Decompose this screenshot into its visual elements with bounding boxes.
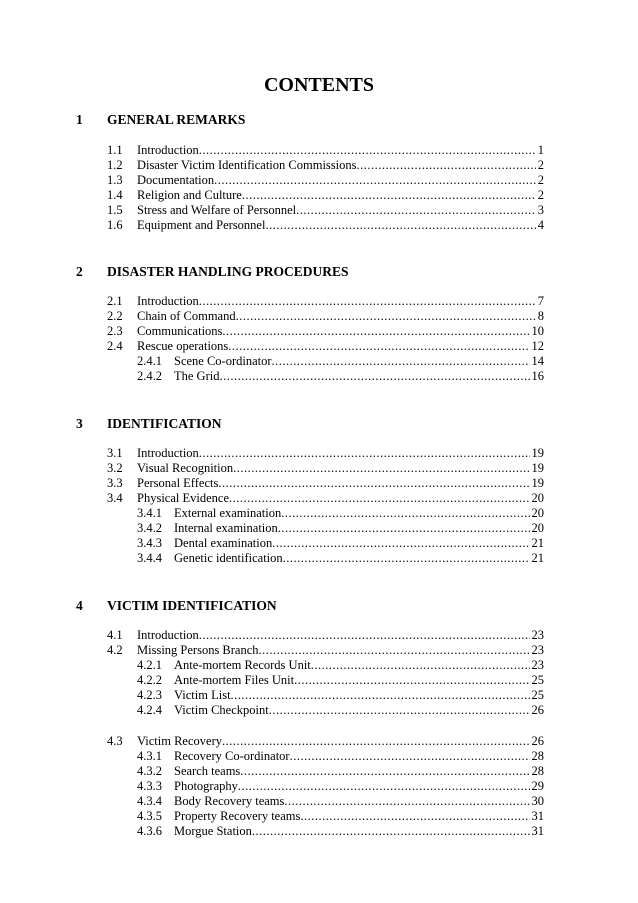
toc-entry-number: 2.4	[107, 339, 123, 353]
toc-entry-number: 3.3	[107, 476, 123, 490]
toc-entry[interactable]	[0, 809, 638, 824]
page-title: CONTENTS	[263, 74, 375, 96]
toc-entry[interactable]	[0, 143, 638, 158]
toc-entry-page: 7	[537, 294, 544, 308]
toc-entry-number: 4.2.1	[137, 658, 162, 672]
toc-entry-page: 20	[531, 491, 544, 505]
toc-entry-label: Personal Effects	[137, 476, 219, 490]
toc-entry[interactable]	[0, 536, 638, 551]
toc-entry-number: 2.2	[107, 309, 123, 323]
toc-entry-number: 4.3.2	[137, 764, 162, 778]
toc-entry-label: Stress and Welfare of Personnel	[137, 203, 297, 217]
toc-entry-label: Ante-mortem Files Unit	[174, 673, 295, 687]
toc-entry-page: 26	[531, 734, 544, 748]
toc-entry[interactable]	[0, 491, 638, 506]
dot-leader	[219, 369, 529, 384]
dot-leader	[290, 749, 530, 764]
dot-leader	[229, 491, 530, 506]
toc-entry-page: 2	[537, 158, 544, 172]
dot-leader	[240, 764, 529, 779]
toc-entry-label: Photography	[174, 779, 238, 793]
dot-leader	[233, 461, 529, 476]
dot-leader	[259, 643, 530, 658]
toc-entry-number: 4.3.6	[137, 824, 162, 838]
toc-entry-page: 19	[531, 461, 544, 475]
toc-entry-label: Morgue Station	[174, 824, 252, 838]
dot-leader	[199, 143, 536, 158]
dot-leader	[218, 476, 529, 491]
dot-leader	[228, 339, 529, 354]
dot-leader	[265, 218, 535, 233]
toc-entry-number: 4.2.2	[137, 673, 162, 687]
toc-entry-page: 20	[531, 506, 544, 520]
toc-entry-page: 20	[531, 521, 544, 535]
toc-entry[interactable]	[0, 173, 638, 188]
toc-entry-label: Physical Evidence	[137, 491, 229, 505]
toc-entry-label: Missing Persons Branch	[137, 643, 259, 657]
toc-entry-label: Victim List	[174, 688, 231, 702]
dot-leader	[252, 824, 530, 839]
dot-leader	[199, 446, 530, 461]
toc-entry-label: Victim Checkpoint	[174, 703, 269, 717]
toc-entry-number: 4.3.5	[137, 809, 162, 823]
toc-entry-page: 28	[531, 749, 544, 763]
toc-entry-label: Victim Recovery	[137, 734, 222, 748]
toc-entry-label: Recovery Co-ordinator	[174, 749, 290, 763]
toc-entry-page: 23	[531, 628, 544, 642]
dot-leader	[222, 324, 529, 339]
toc-entry-page: 16	[531, 369, 544, 383]
toc-entry-page: 21	[531, 536, 544, 550]
toc-entry-page: 25	[531, 673, 544, 687]
toc-entry-label: Documentation	[137, 173, 215, 187]
toc-entry-label: Body Recovery teams	[174, 794, 285, 808]
toc-entry-number: 4.2.3	[137, 688, 162, 702]
toc-entry[interactable]	[0, 673, 638, 688]
dot-leader	[214, 173, 536, 188]
toc-entry[interactable]	[0, 764, 638, 779]
dot-leader	[356, 158, 535, 173]
toc-entry-number: 4.3.3	[137, 779, 162, 793]
toc-entry-number: 1.4	[107, 188, 123, 202]
section-title: VICTIM IDENTIFICATION	[107, 598, 277, 613]
toc-entry[interactable]	[0, 506, 638, 521]
toc-entry-page: 3	[537, 203, 544, 217]
toc-entry-number: 4.3.1	[137, 749, 162, 763]
toc-entry-number: 3.1	[107, 446, 123, 460]
toc-entry-page: 1	[537, 143, 544, 157]
toc-entry-page: 2	[537, 173, 544, 187]
dot-leader	[238, 779, 530, 794]
toc-entry[interactable]	[0, 354, 638, 369]
dot-leader	[300, 809, 529, 824]
toc-entry[interactable]	[0, 749, 638, 764]
toc-entry-page: 2	[537, 188, 544, 202]
toc-entry-number: 4.2.4	[137, 703, 162, 717]
dot-leader	[294, 673, 529, 688]
toc-entry-page: 19	[531, 476, 544, 490]
toc-entry-label: Introduction	[137, 446, 199, 460]
toc-entry[interactable]	[0, 446, 638, 461]
toc-entry-label: Visual Recognition	[137, 461, 234, 475]
toc-entry-page: 4	[537, 218, 544, 232]
toc-entry-label: Equipment and Personnel	[137, 218, 266, 232]
dot-leader	[283, 551, 530, 566]
toc-entry-number: 4.2	[107, 643, 123, 657]
toc-entry-label: External examination	[174, 506, 282, 520]
toc-entry[interactable]	[0, 188, 638, 203]
toc-entry-label: Property Recovery teams	[174, 809, 301, 823]
toc-entry-page: 23	[531, 643, 544, 657]
toc-entry-label: Ante-mortem Records Unit	[174, 658, 311, 672]
section-heading	[0, 598, 638, 618]
toc-entry[interactable]	[0, 461, 638, 476]
toc-entry-page: 29	[531, 779, 544, 793]
toc-entry-page: 31	[531, 824, 544, 838]
toc-entry-page: 10	[531, 324, 544, 338]
toc-entry[interactable]	[0, 824, 638, 839]
toc-entry-number: 3.4.1	[137, 506, 162, 520]
toc-entry-label: Introduction	[137, 628, 199, 642]
toc-entry[interactable]	[0, 218, 638, 233]
dot-leader	[199, 628, 530, 643]
dot-leader	[296, 203, 536, 218]
toc-entry-label: The Grid	[174, 369, 220, 383]
toc-entry-label: Introduction	[137, 143, 199, 157]
toc-entry[interactable]	[0, 688, 638, 703]
toc-entry-page: 31	[531, 809, 544, 823]
toc-entry[interactable]	[0, 643, 638, 658]
toc-entry-page: 14	[531, 354, 544, 368]
toc-entry[interactable]	[0, 158, 638, 173]
toc-entry-number: 3.4.3	[137, 536, 162, 550]
section-title: DISASTER HANDLING PROCEDURES	[107, 264, 349, 279]
toc-entry-page: 21	[531, 551, 544, 565]
toc-entry-number: 2.4.1	[137, 354, 162, 368]
dot-leader	[284, 794, 529, 809]
dot-leader	[311, 658, 530, 673]
toc-entry-page: 19	[531, 446, 544, 460]
toc-entry-label: Genetic identification	[174, 551, 283, 565]
toc-entry-number: 1.2	[107, 158, 123, 172]
toc-entry[interactable]	[0, 521, 638, 536]
toc-entry-number: 3.4	[107, 491, 123, 505]
toc-entry[interactable]	[0, 703, 638, 718]
toc-entry-number: 1.6	[107, 218, 123, 232]
section-heading	[0, 112, 638, 132]
toc-entry-number: 3.2	[107, 461, 123, 475]
dot-leader	[272, 536, 529, 551]
dot-leader	[269, 703, 530, 718]
toc-entry-page: 26	[531, 703, 544, 717]
dot-leader	[281, 506, 529, 521]
toc-entry-number: 2.3	[107, 324, 123, 338]
section-heading	[0, 416, 638, 436]
dot-leader	[236, 309, 536, 324]
toc-entry-label: Religion and Culture	[137, 188, 242, 202]
toc-entry-number: 4.1	[107, 628, 123, 642]
dot-leader	[222, 734, 530, 749]
toc-entry[interactable]	[0, 734, 638, 749]
toc-entry[interactable]	[0, 294, 638, 309]
section-number: 4	[76, 598, 83, 613]
toc-entry[interactable]	[0, 203, 638, 218]
toc-entry-label: Disaster Victim Identification Commissions	[137, 158, 357, 172]
toc-entry-number: 1.1	[107, 143, 123, 157]
toc-entry[interactable]	[0, 476, 638, 491]
toc-entry-page: 25	[531, 688, 544, 702]
toc-entry-number: 3.4.4	[137, 551, 162, 565]
toc-entry[interactable]	[0, 628, 638, 643]
toc-entry[interactable]	[0, 339, 638, 354]
section-number: 2	[76, 264, 83, 279]
toc-entry-page: 12	[531, 339, 544, 353]
toc-entry-page: 23	[531, 658, 544, 672]
toc-entry-page: 8	[537, 309, 544, 323]
toc-entry-label: Scene Co-ordinator	[174, 354, 272, 368]
toc-entry-number: 3.4.2	[137, 521, 162, 535]
toc-entry-number: 2.4.2	[137, 369, 162, 383]
toc-entry[interactable]	[0, 779, 638, 794]
toc-entry-page: 28	[531, 764, 544, 778]
toc-entry[interactable]	[0, 551, 638, 566]
dot-leader	[231, 688, 530, 703]
toc-entry[interactable]	[0, 369, 638, 384]
toc-entry-label: Search teams	[174, 764, 241, 778]
section-number: 1	[76, 112, 83, 127]
toc-entry-label: Internal examination	[174, 521, 278, 535]
toc-entry[interactable]	[0, 309, 638, 324]
toc-entry[interactable]	[0, 324, 638, 339]
toc-entry-label: Introduction	[137, 294, 199, 308]
section-number: 3	[76, 416, 83, 431]
dot-leader	[242, 188, 536, 203]
toc-entry-label: Chain of Command	[137, 309, 236, 323]
dot-leader	[199, 294, 536, 309]
toc-entry[interactable]	[0, 658, 638, 673]
toc-entry-number: 4.3	[107, 734, 123, 748]
toc-entry-number: 1.3	[107, 173, 123, 187]
section-title: GENERAL REMARKS	[107, 112, 246, 127]
toc-entry[interactable]	[0, 794, 638, 809]
toc-entry-label: Communications	[137, 324, 223, 338]
toc-entry-label: Dental examination	[174, 536, 273, 550]
dot-leader	[278, 521, 530, 536]
toc-entry-number: 4.3.4	[137, 794, 162, 808]
toc-entry-number: 1.5	[107, 203, 123, 217]
section-title: IDENTIFICATION	[107, 416, 222, 431]
section-heading	[0, 264, 638, 284]
toc-entry-label: Rescue operations	[137, 339, 229, 353]
toc-entry-number: 2.1	[107, 294, 123, 308]
dot-leader	[272, 354, 530, 369]
toc-entry-page: 30	[531, 794, 544, 808]
